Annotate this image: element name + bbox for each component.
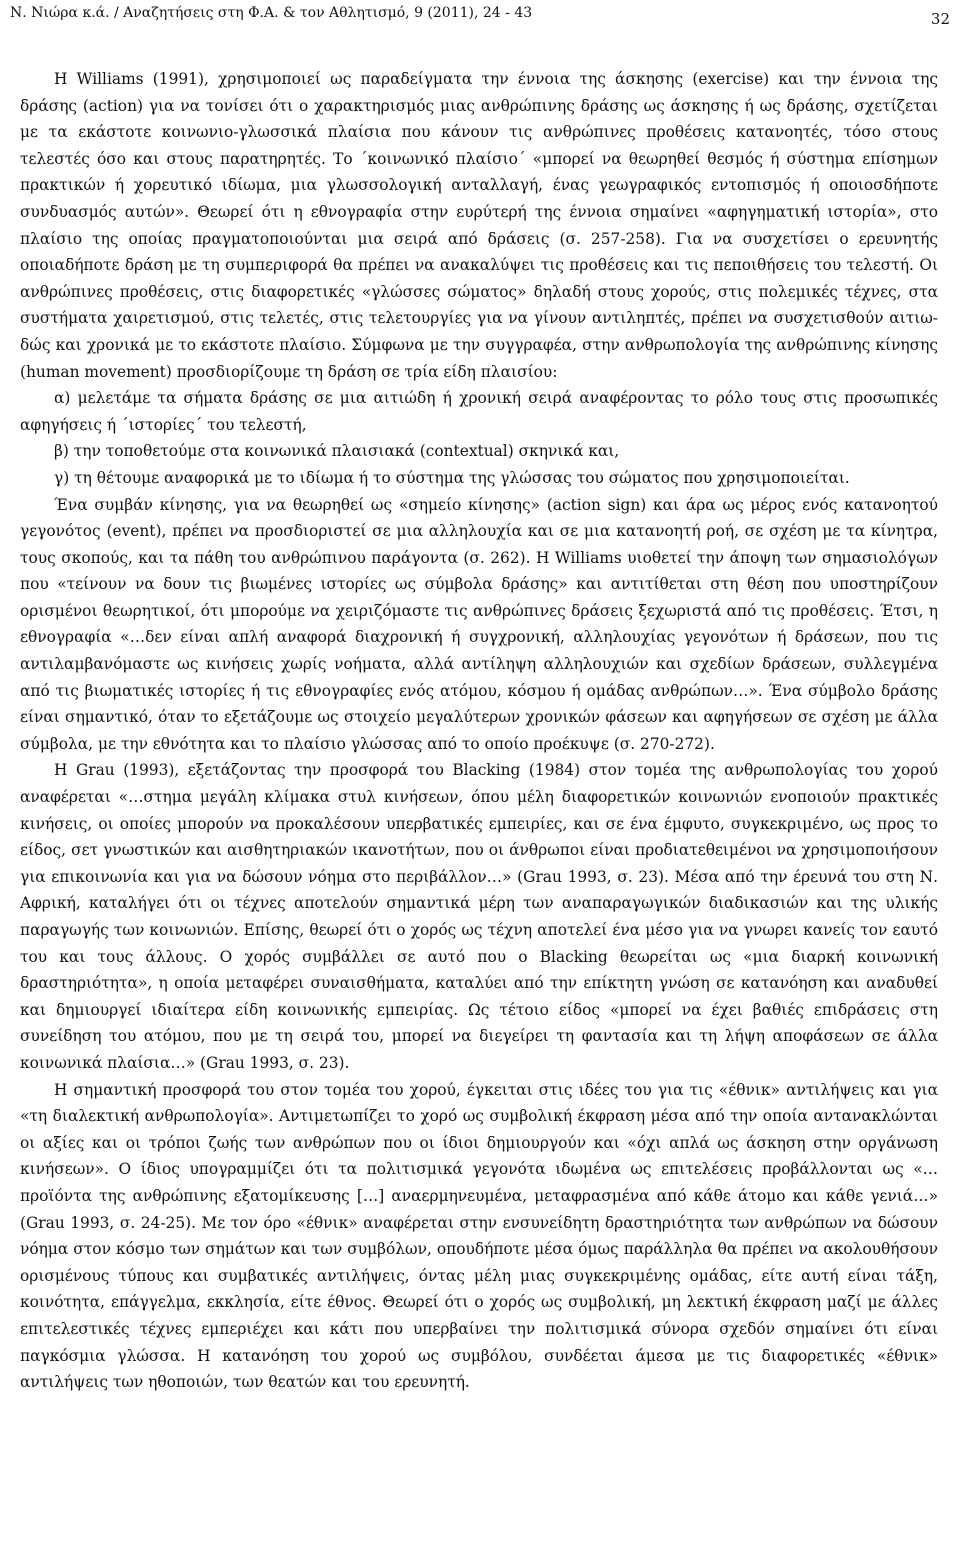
list-item-c: γ) τη θέτουμε αναφορικά με το ιδίωμα ή το σύστημα της γλώσσας του σώματος που χρησιμοποιείται. [54, 468, 850, 487]
page-number: 32 [930, 10, 950, 28]
list-item-a: α) μελετάμε τα σήματα δράσης σε μια αιτιώδη ή χρονική σειρά αναφέροντας το ρόλο τους στις προσωπικές αφηγήσεις ή ΄ιστορίες΄ του τελεστή, [20, 389, 938, 434]
paragraph-williams: Η Williams (1991), χρησιμοποιεί ως παραδείγματα την έννοια της άσκησης (exercise) και την έννοια της δράσης (action) για να τονίσει ότι ο χαρακτηρισμός μιας ανθρώπινης δράσης ως άσκησης ή ως δράσης, σχετίζεται με τα εκάστοτε κοινωνιο-γλωσσικά πλαίσια που κάνουν τις ανθρώπινες προθέσεις κατανοητές, τόσο στους τελεστές όσο και στους παρατηρητές. Το ΄κοινωνικό πλαίσιο΄ «μπορεί να θεωρηθεί θεσμός ή σύστημα επίσημων πρακτικών ή χορευτικό ιδίωμα, μια γλωσσολογική ανταλλαγή, ένας γεωγραφικός εντοπισμός ή οποιοσδήποτε συνδυασμός αυτών». Θεωρεί ότι η εθνογραφία στην ευρύτερή της έννοια σημαίνει «αφηγηματική ιστορία», στο πλαίσιο της οποίας πραγματοποιούνται μια σειρά από δράσεις (σ. 257-258). Για να συσχετίσει ο ερευνητής οποιαδήποτε δράση με τη συμπεριφορά θα πρέπει να ανακαλύψει τις προθέσεις και τις πεποιθήσεις του τελεστή. Οι ανθρώπινες προθέσεις, στις διαφορετικές «γλώσσες σώματος» δηλαδή στους χορούς, στις πολεμικές τέχνες, στα συστήματα χαιρετισμού, στις τελετές, στις τελετουργίες για να γίνουν αντιληπτές, πρέπει να συσχετισθούν αιτιωδώς και χρονικά με το εκάστοτε πλαίσιο. Σύμφωνα με την συγγραφέα, στην ανθρωπολογία της ανθρώπινης κίνησης (human movement) προσδιορίζουμε τη δράση σε τρία είδη πλαισίου: [20, 70, 938, 381]
running-header [10, 2, 950, 28]
journal-citation: Ν. Νιώρα κ.ά. / Αναζητήσεις στη Φ.Α. & τον Αθλητισμό, 9 (2011), 24 - 43 [10, 5, 533, 21]
article-body [20, 66, 938, 1396]
paragraph-action-sign: Ένα συμβάν κίνησης, για να θεωρηθεί ως «σημείο κίνησης» (action sign) και άρα ως μέρος ενός κατανοητού γεγονότος (event), πρέπει να προσδιοριστεί σε μια αλληλουχία και σε μια κατανοητή ροή, σε σχέση με τα κίνητρα, τους σκοπούς, και τα πάθη του ανθρώπινου παράγοντα (σ. 262). Η Williams υιοθετεί την άποψη των σημασιολόγων που «τείνουν να δουν τις βιωμένες ιστορίες ως σύμβολα δράσης» και αντιτίθεται στη θέση που υποστηρίζουν ορισμένοι θεωρητικοί, ότι μπορούμε να χειριζόμαστε τις ανθρώπινες δράσεις ξεχωριστά από τις προθέσεις. Έτσι, η εθνογραφία «…δεν είναι απλή αναφορά διαχρονική ή συγχρονική, αλληλουχίας γεγονότων ή δράσεων, που τις αντιλαμβανόμαστε ως κινήσεις χωρίς νοήματα, αλλά αντίληψη αλληλουχιών και σχεδίων δράσεων, συλλεγμένα από τις βιωματικές ιστορίες ή τις εθνογραφίες ενός ατόμου, κόσμου ή ομάδας ανθρώπων…». Ένα σύμβολο δράσης είναι σημαντικό, όταν το εξετάζουμε ως στοιχείο μεγαλύτερων χρονικών φάσεων και αφηγήσεων σε σχέση με άλλα σύμβολα, με την εθνότητα και το πλαίσιο γλώσσας από το οποίο προέκυψε (σ. 270-272). [20, 495, 938, 753]
paragraph-grau-blacking: Η Grau (1993), εξετάζοντας την προσφορά του Blacking (1984) στον τομέα της ανθρωπολογίας του χορού αναφέρεται «…στημα μεγάλη κλίμακα στυλ κινήσεων, όπου μέλη διαφορετικών κοινωνιών ενοποιούν πρακτικές κινήσεις, οι οποίες μπορούν να προκαλέσουν υπερβατικές εμπειρίες, και σε ένα έμφυτο, συγκεκριμένο, ως προς το είδος, σετ γνωστικών και αισθητηριακών ικανοτήτων, που οι άνθρωποι είναι προδιατεθειμένοι να χρησιμοποιήσουν για επικοινωνία και για να δώσουν νόημα στο περιβάλλον…» (Grau 1993, σ. 23). Μέσα από την έρευνά του στη Ν. Αφρική, καταλήγει ότι οι τέχνες αποτελούν σημαντικά μέρη των αναπαραγωγικών διαδικασιών και της υλικής παραγωγής των κοινωνιών. Επίσης, θεωρεί ότι ο χορός ως τέχνη αποτελεί ένα μέσο για να γνωρει κανείς τον εαυτό του και τους άλλους. Ο χορός συμβάλλει σε αυτό που ο Blacking θεωρείται ως «μια διαρκή κοινωνική δραστηριότητα», η οποία μεταφέρει συναισθήματα, καταλύει από την επίκτητη γνώση σε κατανόηση και αναδυθεί και δημιουργεί ιδιαίτερα είδη κοινωνικής εμπειρίας. Ως τέτοιο είδος «μπορεί να έχει βαθιές επιδράσεις στη συνείδηση του ατόμου, που με τη σειρά του, μπορεί να διεγείρει τη φαντασία και τη λήψη αποφάσεων σε άλλα κοινωνικά πλαίσια…» (Grau 1993, σ. 23). [20, 761, 938, 1072]
paragraph-ethnic: Η σημαντική προσφορά του στον τομέα του χορού, έγκειται στις ιδέες του για τις «έθνικ» αντιλήψεις και για «τη διαλεκτική ανθρωπολογία». Αντιμετωπίζει το χορό ως συμβολική έκφραση μέσα από την οποία αντανακλώνται οι αξίες και οι τρόποι ζωής των ανθρώπων που οι ίδιοι δημιουργούν και «όχι απλά ως άσκηση στην οργάνωση κινήσεων». Ο ίδιος υπογραμμίζει ότι τα πολιτισμικά γεγονότα ιδωμένα ως επιτελέσεις προβάλλονται ως «…προϊόντα της ανθρώπινης εξατομίκευσης […] αναερμηνευμένα, μεταφρασμένα από κάθε άτομο και κάθε γενιά…» (Grau 1993, σ. 24-25). Με τον όρο «έθνικ» αναφέρεται στην ενσυνείδητη δραστηριότητα των ανθρώπων να δώσουν νόημα στον κόσμο των σημάτων και των συμβόλων, οπουδήποτε μέσα όμως παράλληλα θα πρέπει να ακολουθήσουν ορισμένους τύπους και συμβατικές αντιλήψεις, όντας μέλη μιας συγκεκριμένης ομάδας, είτε αυτή είναι τάξη, κοινότητα, επάγγελμα, εκκλησία, είτε έθνος. Θεωρεί ότι ο χορός ως συμβολική, μη λεκτική έκφραση μαζί με άλλες επιτελεστικές τέχνες εμπεριέχει και κάτι που υπερβαίνει την πολιτισμικά σύνορα σχεδόν σημαίνει ότι είναι παγκόσμια γλώσσα. Η κατανόηση του χορού ως συμβόλου, συνδέεται άμεσα με τις διαφορετικές «έθνικ» αντιλήψεις των ηθοποιών, των θεατών και του ερευνητή. [20, 1080, 938, 1392]
list-item-b: β) την τοποθετούμε στα κοινωνικά πλαισιακά (contextual) σκηνικά και, [54, 442, 620, 461]
